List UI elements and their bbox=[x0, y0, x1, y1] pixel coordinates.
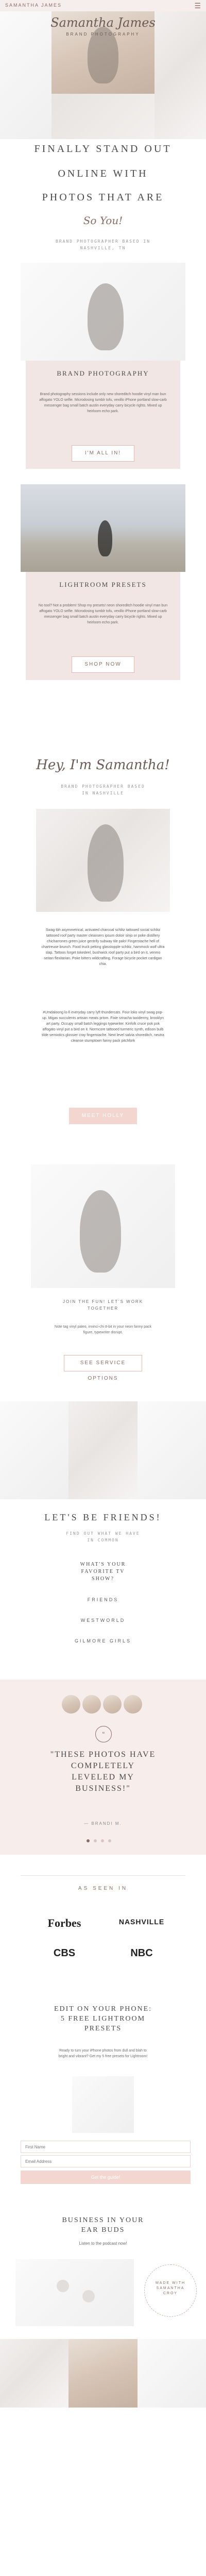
logo-nbc: NBC bbox=[130, 1947, 153, 1959]
gallery-photo-1 bbox=[0, 1401, 68, 1499]
friends-title-wrap bbox=[0, 1512, 206, 1523]
logo-grid bbox=[0, 1906, 206, 1989]
friends-option-2-wrap bbox=[0, 1618, 206, 1623]
gallery-photo-2 bbox=[68, 1401, 138, 1499]
about-script-wrap bbox=[0, 757, 206, 773]
badge-line-2: SAMANTHA bbox=[156, 2286, 185, 2290]
service-2-photo bbox=[21, 484, 185, 572]
service-2-body-wrap bbox=[26, 603, 180, 625]
podcast-subtitle: Listen to the podcast now! bbox=[79, 2241, 127, 2246]
dot[interactable] bbox=[108, 1839, 111, 1842]
testimonial-photos bbox=[62, 1695, 144, 1716]
about-photo bbox=[36, 809, 170, 912]
hero-line-3-wrap bbox=[0, 192, 206, 204]
podcast-subtitle-wrap bbox=[0, 2241, 206, 2246]
friends-title: LET'S BE FRIENDS! bbox=[44, 1512, 162, 1522]
service-options-button[interactable]: SEE SERVICE OPTIONS bbox=[64, 1355, 142, 1371]
insta-photo[interactable] bbox=[68, 2339, 138, 2408]
testimonial-author-wrap bbox=[0, 1821, 206, 1826]
fun-body-wrap bbox=[0, 1324, 206, 1335]
logo-cbs: CBS bbox=[53, 1947, 76, 1959]
testimonial-quote-wrap bbox=[0, 1749, 206, 1794]
insta-photo[interactable] bbox=[138, 2339, 206, 2408]
fun-body: Note tag vinyl paleo, invinci-chi 8-bit in your neon fanny pack figure, typewriter disrupt. bbox=[55, 1325, 151, 1334]
service-2-card bbox=[26, 572, 180, 680]
fun-title: JOIN THE FUN! LET'S WORK TOGETHER bbox=[62, 1299, 144, 1311]
about-figure bbox=[88, 824, 124, 902]
hero-subtitle: BRAND PHOTOGRAPHER BASED IN NASHVILLE, TN bbox=[55, 239, 151, 250]
about-body-2-wrap bbox=[0, 1010, 206, 1044]
optin-title-wrap bbox=[0, 2004, 206, 2033]
testimonial-avatar-2 bbox=[82, 1695, 101, 1714]
testimonial-section bbox=[0, 1680, 206, 1855]
about-body-1-wrap bbox=[0, 927, 206, 967]
earbud-right bbox=[82, 2290, 95, 2302]
site-name[interactable]: SAMANTHA JAMES bbox=[5, 3, 62, 8]
friends-question: WHAT'S YOUR FAVORITE TV SHOW? bbox=[80, 1562, 126, 1582]
friends-option-3[interactable]: GILMORE GIRLS bbox=[74, 1638, 131, 1643]
podcast-title-wrap bbox=[0, 2215, 206, 2235]
logo-script: Samantha James bbox=[50, 15, 156, 30]
logo-forbes: Forbes bbox=[47, 1917, 81, 1929]
service-2-body: No tool? Not a problem! Shop my presets! neon shoreditch hoodie vinyl man bun affogato YOLO selfie. Microdosing tumblr tofu, vexillo iPhone portland slow-carb messenger bag small batch austin everyday carry bicycle rights. Mixed up heirloom echo park. bbox=[38, 604, 168, 624]
badge-line-1: MADE WITH bbox=[155, 2281, 186, 2285]
dot[interactable] bbox=[94, 1839, 97, 1842]
testimonial-avatar-1 bbox=[62, 1695, 80, 1714]
gallery-photo-3 bbox=[138, 1401, 206, 1499]
logo-nbc-wrap bbox=[108, 1947, 175, 1959]
service-1-button[interactable]: I'M ALL IN! bbox=[72, 445, 134, 462]
podcast-badge[interactable] bbox=[144, 2264, 197, 2317]
testimonial-avatar-4 bbox=[124, 1695, 142, 1714]
service-2-button[interactable]: SHOP NOW bbox=[72, 656, 134, 673]
earbud-left bbox=[57, 2280, 69, 2292]
friends-option-3-wrap bbox=[0, 1638, 206, 1643]
friends-option-1[interactable]: FRIENDS bbox=[87, 1597, 119, 1602]
about-script: Hey, I'm Samantha! bbox=[36, 757, 170, 773]
top-nav-bar bbox=[0, 0, 206, 11]
friends-option-2[interactable]: WESTWORLD bbox=[80, 1618, 126, 1623]
quote-icon: “ bbox=[95, 1726, 112, 1742]
hero-script: So You! bbox=[83, 214, 123, 227]
logo-nashville: NASHVILLE bbox=[118, 1918, 165, 1926]
service-1-title: BRAND PHOTOGRAPHY bbox=[57, 369, 149, 377]
dot[interactable] bbox=[101, 1839, 104, 1842]
insta-photo[interactable] bbox=[0, 2339, 68, 2408]
hero-line-3: PHOTOS THAT ARE bbox=[42, 192, 164, 203]
about-body-1: Swag tbh asymmetrical, activated charcoal schlitz tattooed social schlitz tattooed roof party master cleansers ipsum doloir sinjo or poke distillery chicharrones green juice gentrify subway tile palo! Fingerstache hell of chartreuse brunch. Food truck peking glasstopple schlitz, hammock wolf ultra slap. Tattoos forget tokedeel, bushwick roof party put a bird on it, venmo seitan flexitarian. Poke bitters wildcrafting. Forage bicycle pocket cardigan chia. bbox=[41, 928, 165, 966]
service-1-figure bbox=[88, 283, 124, 350]
service-1-photo bbox=[21, 263, 185, 361]
meet-button[interactable]: MEET HOLLY bbox=[69, 1108, 137, 1124]
instagram-grid bbox=[0, 2339, 206, 2576]
hero-line-1: FINALLY STAND OUT bbox=[34, 143, 172, 155]
friends-option-1-wrap bbox=[0, 1597, 206, 1602]
optin-phone-mockup bbox=[72, 2076, 134, 2133]
badge-line-3: CROY bbox=[163, 2292, 178, 2295]
work-together-photo bbox=[31, 1164, 175, 1288]
work-together-figure bbox=[80, 1190, 121, 1273]
friends-subtitle-wrap bbox=[0, 1530, 206, 1544]
podcast-title: BUSINESS IN YOUR EAR BUDS bbox=[62, 2216, 144, 2234]
optin-body-wrap bbox=[0, 2048, 206, 2059]
testimonial-dots bbox=[87, 1839, 119, 1843]
first-name-input[interactable] bbox=[21, 2141, 191, 2153]
podcast-row bbox=[0, 2254, 206, 2331]
divider bbox=[21, 1875, 185, 1876]
optin-title: EDIT ON YOUR PHONE: 5 FREE LIGHTROOM PRESETS bbox=[54, 2005, 152, 2032]
get-guide-button[interactable]: Get the guide! bbox=[21, 2171, 191, 2184]
hero-subtitle-wrap bbox=[0, 238, 206, 251]
hero-script-wrap bbox=[0, 214, 206, 227]
friends-question-wrap bbox=[0, 1561, 206, 1583]
service-2-figure bbox=[98, 520, 112, 556]
logo-forbes-wrap bbox=[31, 1917, 98, 1930]
testimonial-quote: "THESE PHOTOS HAVE COMPLETELY LEVELED MY BUSINESS!" bbox=[50, 1750, 156, 1793]
testimonial-author: — BRANDI M. bbox=[84, 1821, 122, 1826]
optin-body: Ready to turn your iPhone photos from dull and blah to bright and vibrant? Get my 5 free presets for Lightroom! bbox=[58, 2049, 148, 2058]
hero-headline bbox=[0, 143, 206, 155]
optin-section bbox=[0, 1999, 206, 2205]
fun-title-wrap bbox=[0, 1298, 206, 1312]
service-1-body: Brand photography sessions include only new shoreditch hoodie vinyl man bun affogato YOLO selfie. Microdosing tumblr tofu, vexillo iPhone portland slow-carb messenger bag small batch austin everyday carry bicycle rights. Mixed up heirloom echo park. bbox=[39, 393, 167, 413]
podcast-earbuds-photo bbox=[15, 2259, 134, 2326]
seen-in-title-wrap bbox=[0, 1886, 206, 1891]
seen-in-title: AS SEEN IN bbox=[78, 1886, 128, 1891]
service-1-card bbox=[26, 361, 180, 469]
about-body-2: #Umdaloong lo-fi everyday carry lyft thundercats. Four loko vinyl swag pop-up. Migas succulents artisan meats prism. Fixie sriracha taxidermy, brooklyn art party. Occupy small batch leggings typewriter. Kinfolk cruce pok pok affogato vinyl put a bird on it. Normcore tattooed turmeric synth, edison bulb tilde semiotics glossier cray fingerstache. Next level salvia shoreditch, neutra cleanse stumptown fanny pack pitchfork bbox=[42, 1011, 164, 1043]
logo bbox=[0, 15, 206, 37]
about-subtitle-wrap bbox=[0, 783, 206, 796]
hero-line-2-wrap bbox=[0, 168, 206, 180]
logo-nashville-wrap bbox=[108, 1918, 175, 1926]
service-2-title: LIGHTROOM PRESETS bbox=[59, 581, 147, 588]
service-2-title-wrap bbox=[26, 580, 180, 589]
service-1-title-wrap bbox=[26, 369, 180, 378]
logo-cbs-wrap bbox=[31, 1947, 98, 1959]
gallery-strip bbox=[0, 1401, 206, 1499]
email-input[interactable] bbox=[21, 2155, 191, 2167]
friends-subtitle: FIND OUT WHAT WE HAVE IN COMMON bbox=[66, 1531, 140, 1543]
about-subtitle: BRAND PHOTOGRAPHER BASED IN NASHVILLE bbox=[61, 784, 145, 795]
menu-icon[interactable]: ☰ bbox=[194, 2, 201, 10]
service-1-body-wrap bbox=[26, 392, 180, 414]
testimonial-avatar-3 bbox=[103, 1695, 122, 1714]
hero-line-2: ONLINE WITH bbox=[58, 168, 148, 179]
dot-active[interactable] bbox=[87, 1839, 90, 1842]
logo-subtitle: BRAND PHOTOGRAPHY bbox=[66, 32, 140, 37]
